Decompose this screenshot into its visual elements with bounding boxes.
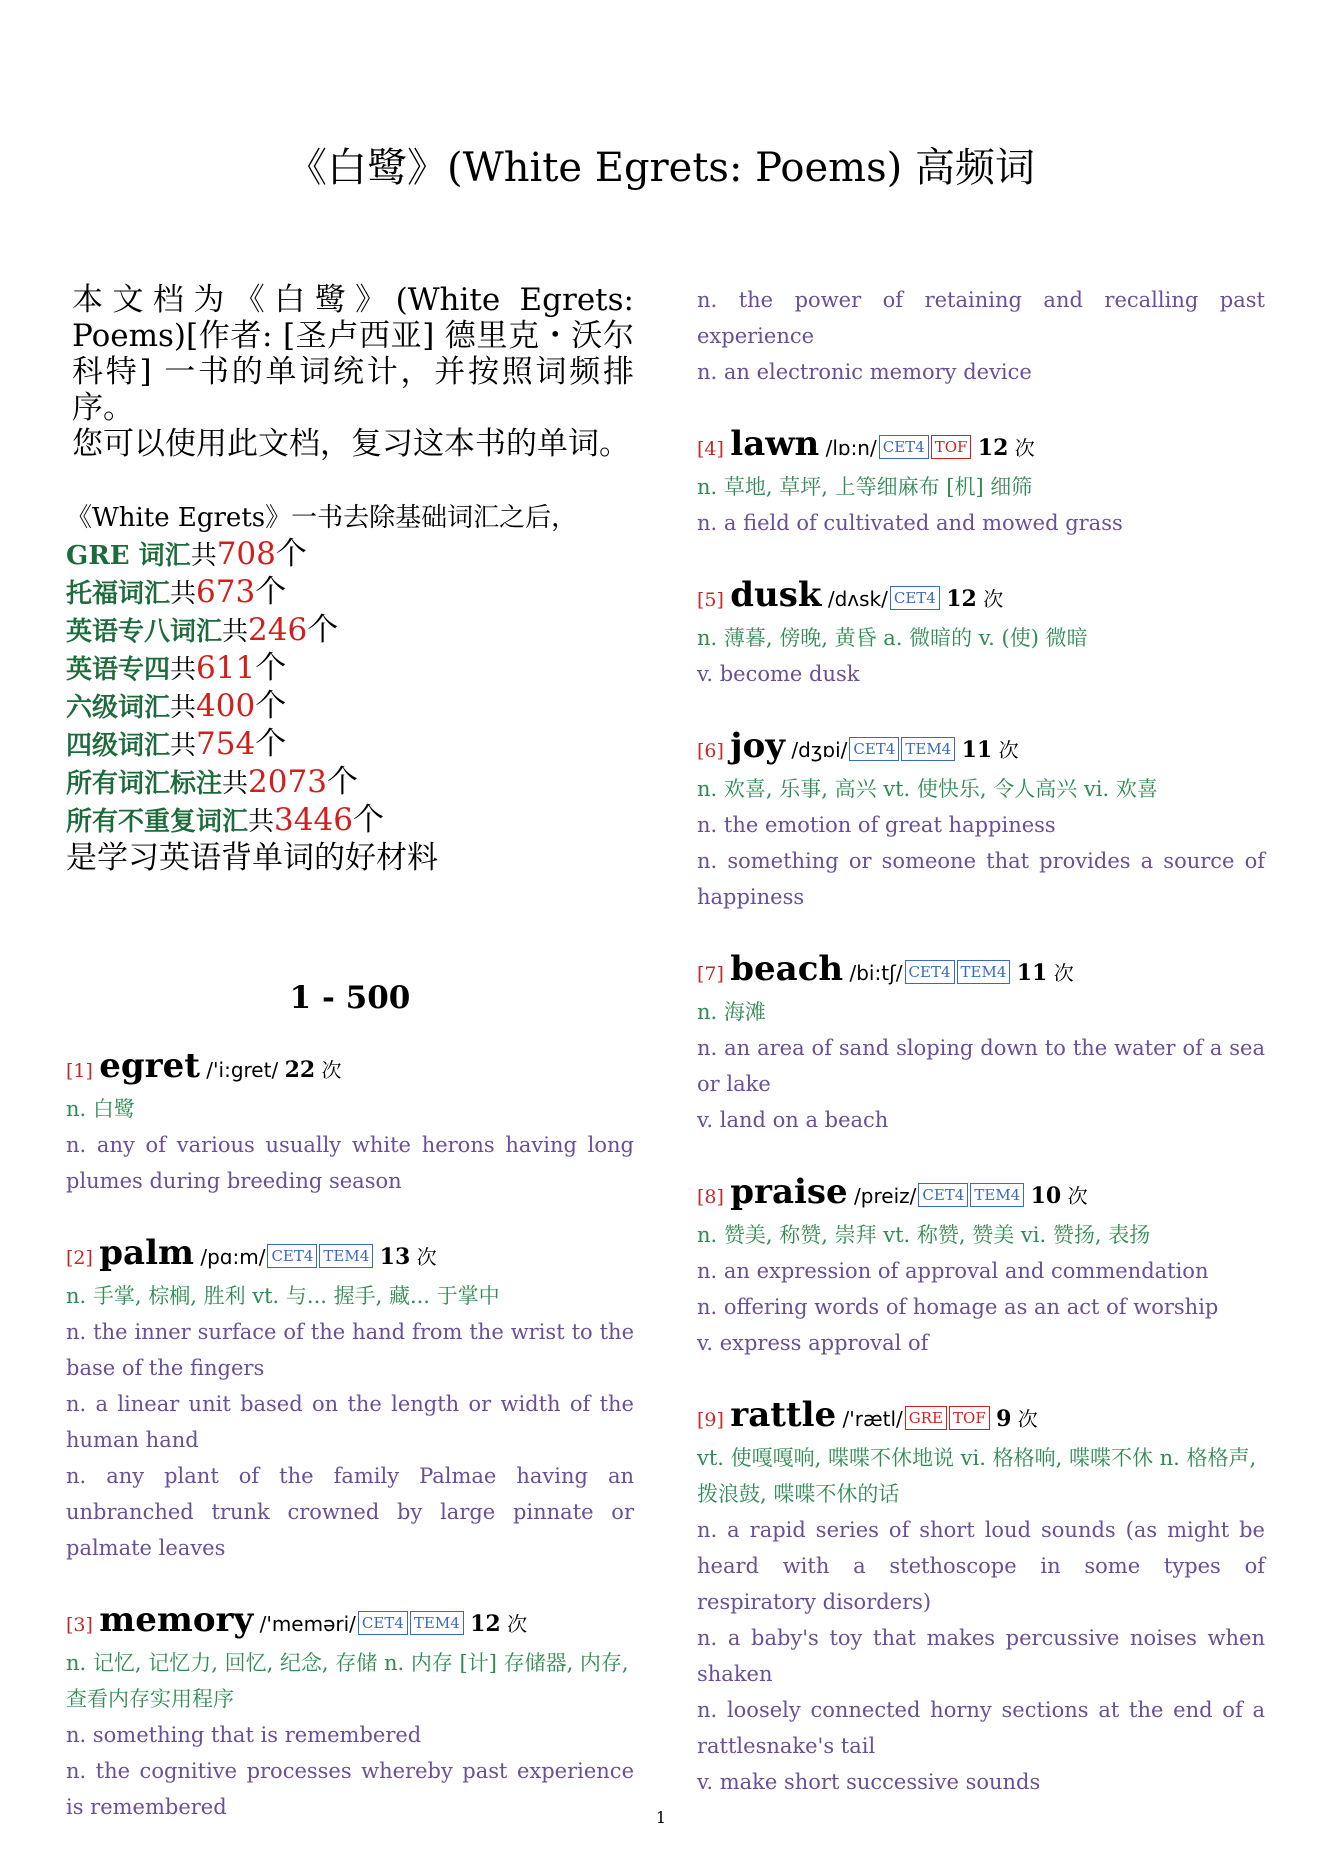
headword: dusk xyxy=(730,575,822,615)
stat-label: GRE 词汇 xyxy=(66,541,191,571)
stat-count: 708 xyxy=(216,536,276,572)
definition-en: n. an expression of approval and commendation xyxy=(697,1259,1209,1283)
definition-en: n. an electronic memory device xyxy=(697,360,1032,384)
entry-index: [3] xyxy=(66,1614,93,1636)
entry-header xyxy=(697,949,1265,994)
stat-mid: 共 xyxy=(170,579,197,609)
frequency-count: 10 xyxy=(1030,1183,1062,1209)
phonetic: /dʒɒi/ xyxy=(791,738,848,762)
stat-unit: 个 xyxy=(255,574,287,610)
stat-label: 英语专四 xyxy=(66,655,171,685)
phonetic: /'i:gret/ xyxy=(206,1058,279,1082)
entry-index: [1] xyxy=(66,1060,93,1082)
entry-index: [5] xyxy=(697,589,724,611)
definition-en: n. the inner surface of the hand from the wrist to the base of the fingers xyxy=(66,1320,634,1380)
headword: egret xyxy=(99,1046,200,1086)
stat-unit: 个 xyxy=(307,612,339,648)
headword: palm xyxy=(99,1233,194,1273)
definition-zh: n. 欢喜, 乐事, 高兴 vt. 使快乐, 令人高兴 vi. 欢喜 xyxy=(697,777,1158,801)
stat-mid: 共 xyxy=(222,617,249,647)
level-tag: CET4 xyxy=(358,1611,408,1635)
page-title: 《白鹭》(White Egrets: Poems) 高频词 xyxy=(287,145,1035,191)
frequency-unit: 次 xyxy=(416,1245,437,1269)
frequency-count: 22 xyxy=(284,1057,316,1083)
definition-en: n. something that is remembered xyxy=(66,1723,422,1747)
headword: praise xyxy=(730,1172,848,1212)
definition-en: n. a rapid series of short loud sounds (as might be heard with a stethoscope in some types of respiratory disorders) xyxy=(697,1518,1265,1614)
entry-index: [7] xyxy=(697,963,724,985)
stat-label: 所有词汇标注 xyxy=(66,769,223,799)
frequency-count: 11 xyxy=(1016,960,1048,986)
level-tag: TOF xyxy=(949,1406,990,1430)
definition-en: v. become dusk xyxy=(697,662,860,686)
stat-label: 所有不重复词汇 xyxy=(66,807,249,837)
stat-count: 2073 xyxy=(248,764,327,800)
stat-label: 英语专八词汇 xyxy=(66,617,223,647)
entry-index: [8] xyxy=(697,1186,724,1208)
headword: beach xyxy=(730,949,844,989)
definition-zh: n. 白鹭 xyxy=(66,1097,135,1121)
entry-header xyxy=(697,726,1265,771)
word-entry xyxy=(697,726,1265,915)
headword: lawn xyxy=(730,424,820,464)
level-tag: CET4 xyxy=(905,960,955,984)
level-tag: CET4 xyxy=(267,1244,317,1268)
frequency-count: 11 xyxy=(961,737,993,763)
definition-en: n. any plant of the family Palmae having an unbranched trunk crowned by large pinnate or palmate leaves xyxy=(66,1464,634,1560)
headword: rattle xyxy=(730,1395,837,1435)
stat-row xyxy=(66,536,634,574)
stat-label: 四级词汇 xyxy=(66,731,171,761)
frequency-unit: 次 xyxy=(1014,436,1035,460)
headword: joy xyxy=(730,726,786,766)
intro xyxy=(66,282,634,462)
stat-label: 托福词汇 xyxy=(66,579,171,609)
frequency-count: 13 xyxy=(379,1244,411,1270)
word-entry xyxy=(697,575,1265,692)
frequency-unit: 次 xyxy=(321,1058,342,1082)
stat-unit: 个 xyxy=(352,802,384,838)
definition-zh: vt. 使嘎嘎响, 喋喋不休地说 vi. 格格响, 喋喋不休 n. 格格声, 拨浪鼓, 喋喋不休的话 xyxy=(697,1446,1257,1506)
definition-en: n. the emotion of great happiness xyxy=(697,813,1056,837)
intro-paragraph: 本文档为《白鹭》(White Egrets: Poems)[作者: [圣卢西亚] 德里克・沃尔科特] 一书的单词统计，并按照词频排序。 xyxy=(72,282,634,426)
stat-count: 3446 xyxy=(274,802,353,838)
word-entry xyxy=(66,1233,634,1566)
entry-index: [6] xyxy=(697,740,724,762)
frequency-unit: 次 xyxy=(1053,961,1074,985)
left-column xyxy=(66,282,634,1859)
frequency-count: 12 xyxy=(470,1611,501,1637)
definition-zh: n. 薄暮, 傍晚, 黄昏 a. 微暗的 v. (使) 微暗 xyxy=(697,626,1088,650)
stat-row xyxy=(66,650,634,688)
definition-en: n. loosely connected horny sections at the end of a rattlesnake's tail xyxy=(697,1698,1265,1758)
definition-en: n. a baby's toy that makes percussive noises when shaken xyxy=(697,1626,1265,1686)
stat-unit: 个 xyxy=(255,650,287,686)
frequency-unit: 次 xyxy=(998,738,1019,762)
phonetic: /pɑ:m/ xyxy=(200,1245,266,1269)
entry-header xyxy=(66,1600,634,1645)
stat-count: 673 xyxy=(196,574,256,610)
headword: memory xyxy=(99,1600,254,1640)
stat-count: 400 xyxy=(196,688,256,724)
stat-mid: 共 xyxy=(170,731,197,761)
right-column xyxy=(697,282,1265,1834)
stat-count: 246 xyxy=(248,612,308,648)
phonetic: /preiz/ xyxy=(854,1184,917,1208)
definition-en: n. an area of sand sloping down to the water of a sea or lake xyxy=(697,1036,1265,1096)
frequency-unit: 次 xyxy=(983,587,1004,611)
entry-index: [9] xyxy=(697,1409,724,1431)
stat-mid: 共 xyxy=(170,693,197,723)
level-tag: TEM4 xyxy=(901,737,955,761)
stat-mid: 共 xyxy=(248,807,275,837)
stat-row xyxy=(66,612,634,650)
phonetic: /lɒ:n/ xyxy=(825,436,877,460)
entry-header xyxy=(697,1395,1265,1440)
range-heading: 1 - 500 xyxy=(289,980,411,1016)
definition-en: n. the power of retaining and recalling past experience xyxy=(697,288,1265,348)
frequency-unit: 次 xyxy=(507,1612,528,1636)
entry-header xyxy=(66,1233,634,1278)
stat-unit: 个 xyxy=(255,726,287,762)
stat-row xyxy=(66,574,634,612)
stat-mid: 共 xyxy=(170,655,197,685)
level-tag: CET4 xyxy=(849,737,899,761)
intro-paragraph: 您可以使用此文档，复习这本书的单词。 xyxy=(72,426,630,462)
level-tag: CET4 xyxy=(890,586,940,610)
vocab-stats xyxy=(66,500,634,876)
entry-header xyxy=(697,424,1265,469)
definition-en: n. offering words of homage as an act of worship xyxy=(697,1295,1219,1319)
definition-zh: n. 赞美, 称赞, 崇拜 vt. 称赞, 赞美 vi. 赞扬, 表扬 xyxy=(697,1223,1151,1247)
phonetic: /bi:tʃ/ xyxy=(849,961,903,985)
entry-header xyxy=(66,1046,634,1091)
word-entry xyxy=(697,1395,1265,1800)
definition-en: n. any of various usually white herons having long plumes during breeding season xyxy=(66,1133,634,1193)
frequency-count: 9 xyxy=(996,1406,1012,1432)
frequency-count: 12 xyxy=(977,435,1009,461)
word-entry xyxy=(66,1046,634,1199)
stats-closing: 是学习英语背单词的好材料 xyxy=(66,840,438,876)
phonetic: /'meməri/ xyxy=(259,1612,356,1636)
stat-row xyxy=(66,802,634,840)
stat-row xyxy=(66,726,634,764)
stat-mid: 共 xyxy=(190,541,217,571)
definition-en: n. something or someone that provides a source of happiness xyxy=(697,849,1265,909)
stat-row xyxy=(66,764,634,802)
continued-definitions xyxy=(697,282,1265,390)
level-tag: TOF xyxy=(931,435,972,459)
stat-label: 六级词汇 xyxy=(66,693,171,723)
stats-lead: 《White Egrets》一书去除基础词汇之后， xyxy=(66,503,578,533)
level-tag: TEM4 xyxy=(410,1611,464,1635)
stat-row xyxy=(66,688,634,726)
word-entry xyxy=(697,1172,1265,1361)
definition-zh: n. 草地, 草坪, 上等细麻布 [机] 细筛 xyxy=(697,475,1033,499)
frequency-count: 12 xyxy=(946,586,977,612)
phonetic: /'rætl/ xyxy=(842,1407,903,1431)
word-entry xyxy=(697,949,1265,1138)
entry-header xyxy=(697,1172,1265,1217)
level-tag: TEM4 xyxy=(970,1183,1024,1207)
level-tag: TEM4 xyxy=(957,960,1011,984)
definition-zh: n. 手掌, 棕榈, 胜利 vt. 与... 握手, 藏... 于掌中 xyxy=(66,1284,500,1308)
definition-zh: n. 记忆, 记忆力, 回忆, 纪念, 存储 n. 内存 [计] 存储器, 内存, 查看内存实用程序 xyxy=(66,1651,629,1711)
definition-en: v. land on a beach xyxy=(697,1108,889,1132)
entry-header xyxy=(697,575,1265,620)
level-tag: GRE xyxy=(905,1406,947,1430)
entry-index: [4] xyxy=(697,438,724,460)
level-tag: CET4 xyxy=(918,1183,968,1207)
definition-en: v. express approval of xyxy=(697,1331,929,1355)
definition-en: n. a field of cultivated and mowed grass xyxy=(697,511,1123,535)
entry-index: [2] xyxy=(66,1247,93,1269)
definition-zh: n. 海滩 xyxy=(697,1000,766,1024)
frequency-unit: 次 xyxy=(1067,1184,1088,1208)
definition-en: v. make short successive sounds xyxy=(697,1770,1041,1794)
stat-count: 611 xyxy=(196,650,256,686)
page-number: 1 xyxy=(655,1808,667,1827)
frequency-unit: 次 xyxy=(1017,1407,1038,1431)
word-entry xyxy=(697,424,1265,541)
stat-unit: 个 xyxy=(326,764,358,800)
word-entry xyxy=(66,1600,634,1825)
level-tag: CET4 xyxy=(879,435,929,459)
definition-en: n. a linear unit based on the length or width of the human hand xyxy=(66,1392,634,1452)
stat-count: 754 xyxy=(196,726,256,762)
stat-unit: 个 xyxy=(255,688,287,724)
level-tag: TEM4 xyxy=(319,1244,373,1268)
stat-mid: 共 xyxy=(222,769,249,799)
definition-en: n. the cognitive processes whereby past experience is remembered xyxy=(66,1759,634,1819)
phonetic: /dʌsk/ xyxy=(827,587,888,611)
stat-unit: 个 xyxy=(275,536,307,572)
